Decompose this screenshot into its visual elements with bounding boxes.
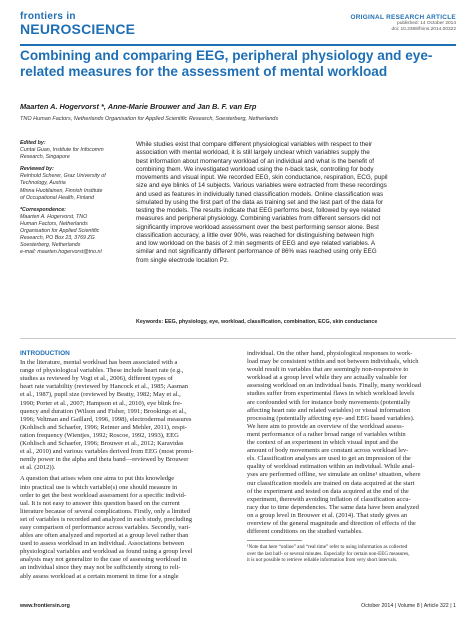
- body-line: ual. It is not easy to answer this question based on the current: [20, 499, 180, 507]
- abstract-line: association with mental workload, it is still largely unclear which variables supply the: [136, 149, 370, 157]
- body-line: of the experiment and tested on data acquired at the end of the: [247, 487, 409, 495]
- body-line: amount of body movements are constant across workload lev-: [247, 447, 409, 455]
- abstract-line: significantly improve workload assessment over the best performing sensor alone. Best: [136, 223, 379, 231]
- reviewed-by-label: Reviewed by:: [20, 166, 54, 173]
- journal-name-top: frontiers in: [20, 11, 76, 22]
- sidebar-line: Technology, Austria: [20, 180, 66, 187]
- body-line: ably assess workload at a certain moment in time for a single: [20, 572, 179, 580]
- journal-logo[interactable]: [20, 12, 135, 37]
- page-footer: [20, 603, 456, 613]
- edited-by-block: [20, 140, 118, 161]
- abstract-line: simulated by using the first part of the data as training set and the last part of the data for: [136, 198, 384, 206]
- abstract-line: similar and not significantly different performance of 86% was reached using only EEG: [136, 248, 377, 256]
- abstract-line: from single electrode location Pz.: [136, 256, 229, 264]
- body-line: an individual since they may not be sufficiently strong to reli-: [20, 564, 181, 572]
- citation-line: October 2014 | Volume 8 | Article 322 | 1: [361, 603, 456, 609]
- reviewed-by-block: [20, 166, 118, 201]
- body-line: els. Classification analyses are used to get an impression of the: [247, 455, 411, 463]
- article-type: ORIGINAL RESEARCH ARTICLE: [350, 14, 456, 21]
- page-header: [20, 12, 456, 42]
- doi[interactable]: doi: 10.3389/fnins.2014.00322: [391, 27, 456, 32]
- body-line: et al. (2012)).: [20, 464, 56, 472]
- body-line: (Kohlisch and Schaefer, 1996; Brouwer et al., 2012; Karavidas: [20, 440, 184, 448]
- body-line: ables are often analyzed and reported at a group level rather than: [20, 532, 189, 540]
- body-line: load may be consistent within and not between individuals, which: [247, 358, 419, 366]
- article-title: Combining and comparing EEG, peripheral physiology and eye-related measures for the assessment of mental workload: [20, 48, 433, 79]
- body-line: 1990; Porter et al., 2007; Hampson et al., 2010), eye blink fre-: [20, 399, 183, 407]
- sidebar-line: of Occupational Health, Finland: [20, 194, 94, 201]
- abstract-line: testing the models. The results indicate that EEG performs best, followed by eye related: [136, 207, 381, 214]
- abstract: [136, 141, 458, 265]
- body-line: processing (potentially affecting eye- and EEG based variables).: [247, 414, 415, 422]
- abstract-line: and low workload on the basis of 2 min segments of EEG and eye related variables. A: [136, 240, 376, 247]
- body-line: workload at a group level while they are actually valuable for: [247, 374, 407, 382]
- footnote-line: over the last half- or several minutes. Especially for certain non-EEG measures,: [247, 550, 410, 557]
- sidebar-line: Cuntai Guan, Institute for Infocomm: [20, 147, 104, 154]
- abstract-line: combining them. We investigated workload using the n-back task, controlling for body: [136, 165, 374, 173]
- abstract-line: measures and peripheral physiology. Combining variables from different sensors did not: [136, 215, 381, 223]
- body-line: order to get the best workload assessment for a specific individ-: [20, 491, 187, 499]
- body-line: affecting heart rate and related variables) or visual information: [247, 406, 411, 414]
- sidebar-line: Human Factors, Netherlands: [20, 220, 88, 227]
- journal-url[interactable]: www.frontiersin.org: [20, 603, 70, 609]
- sidebar-line: Soesterberg, Netherlands: [20, 242, 81, 249]
- published-date: published: 14 October 2014: [397, 21, 456, 26]
- footnote-line: it is not possible to retrieve reliable information from very short intervals.: [247, 557, 398, 564]
- sidebar-line: Organisation for Applied Scientific: [20, 228, 100, 235]
- sidebar-line: Research, PO Box 23, 3769 ZG: [20, 235, 95, 242]
- body-line: quency and duration (Wilson and Fisher, 1991; Brookings et al.,: [20, 407, 187, 415]
- email-link[interactable]: e-mail: maarten.hogervorst@tno.nl: [20, 249, 102, 256]
- body-line: different conditions on the studied variables.: [247, 528, 363, 536]
- body-line: 1996; Veltman and Gaillard, 1996, 1998), electrodermal measures: [20, 415, 192, 423]
- journal-name-bottom: NEUROSCIENCE: [20, 21, 136, 37]
- body-line: assessing workload on an individual basis. Finally, many workload: [247, 382, 421, 390]
- body-line: our classification models are trained on data acquired at the start: [247, 479, 415, 487]
- body-line: literature because of several complications. Firstly, only a limited: [20, 507, 190, 515]
- sidebar-line: Maarten A. Hogervorst, TNO: [20, 213, 88, 220]
- body-line: experiment, therewith avoiding inflation of classification accu-: [247, 495, 411, 503]
- body-line: In the literature, mental workload has been associated with a: [20, 359, 178, 367]
- abstract-line: While studies exist that compare different physiological variables with respect to their: [136, 141, 373, 148]
- edited-by-label: Edited by:: [20, 140, 46, 146]
- authors: Maarten A. Hogervorst *, Anne-Marie Brouwer and Jan B. F. van Erp: [20, 102, 257, 111]
- body-line: nently power in the alpha and theta band—reviewed by Brouwer: [20, 456, 189, 464]
- body-line: are confounded with for instance body movements (potentially: [247, 398, 411, 406]
- body-column-left: [20, 350, 230, 581]
- correspondence-block: [20, 207, 118, 257]
- body-line: range of physiological variables. These include heart rate (e.g.,: [20, 367, 184, 375]
- body-line: studies suffer from experimental flaws in which workload levels: [247, 390, 415, 398]
- sidebar-line: Minna Huotilainen, Finnish Institute: [20, 187, 103, 194]
- affiliation: TNO Human Factors, Netherlands Organisation for Applied Scientific Research, Soesterberg, Netherlands: [20, 116, 279, 122]
- abstract-line: size and eye blinks of 14 subjects. Various variables were extracted from these recordings: [136, 182, 387, 190]
- keywords: [136, 319, 458, 325]
- body-line: overview of the general magnitude and direction of effects of the: [247, 519, 416, 527]
- editorial-sidebar: [20, 140, 118, 261]
- body-line: (Kohlisch and Schaefer, 1996; Reimer and Mehler, 2011), respi-: [20, 423, 187, 431]
- body-line: A question that arises when one aims to put this knowledge: [20, 475, 175, 483]
- body-line: used to assess workload in an individual. Associations between: [20, 540, 185, 548]
- body-line: ment performance of a rather broad range of variables within: [247, 430, 406, 438]
- body-line: racy due to time dependencies. The same data have been analyzed: [247, 503, 419, 511]
- body-line: yses are performed offline, we simulate an online¹ situation, where: [247, 471, 421, 479]
- body-line: et al., 1987), pupil size (reviewed by Beatty, 1982; May et al.,: [20, 391, 181, 399]
- footnote: [247, 544, 457, 564]
- body-line: set of variables is recorded and analyzed in each study, precluding: [20, 515, 192, 523]
- section-heading-introduction: INTRODUCTION: [20, 350, 70, 357]
- body-line: easy comparison of performance across variables. Secondly, vari-: [20, 523, 191, 531]
- article-meta: [351, 14, 457, 33]
- body-line: analysis may not generalize to the case of assessing workload in: [20, 556, 187, 564]
- body-line: on a group level in Brouwer et al. (2014). That study gives an: [247, 511, 408, 519]
- section-divider: [20, 338, 456, 339]
- body-column-right: [247, 350, 457, 564]
- body-line: individual. On the other hand, physiological responses to work-: [247, 350, 413, 357]
- body-line: into practical use is which variable(s) one should measure in: [20, 483, 178, 491]
- body-line: We here aim to provide an overview of the workload assess-: [247, 422, 404, 430]
- footnote-rule: [247, 540, 302, 541]
- footnote-line: ¹Note that here “online” and “real time” refer to using information as collected: [247, 544, 408, 551]
- keywords-label: Keywords:: [136, 319, 164, 325]
- body-line: would result in variables that are seemingly non-responsive to: [247, 366, 409, 374]
- body-line: et al., 2010) and various variables derived from EEG (most promi-: [20, 448, 194, 456]
- correspondence-label: *Correspondence:: [20, 206, 66, 213]
- abstract-line: and used as features in individually tuned classification models. Online classification was: [136, 190, 384, 198]
- abstract-line: best information about momentary workload of an individual and what is the benefit of: [136, 157, 375, 165]
- keywords-text: EEG, physiology, eye, workload, classification, combination, ECG, skin conductance: [164, 319, 378, 325]
- body-line: physiological variables and workload as found using a group level: [20, 548, 193, 556]
- sidebar-line: Reinhold Scherer, Graz University of: [20, 173, 106, 180]
- sidebar-line: Research, Singapore: [20, 154, 70, 161]
- body-line: studies as reviewed by Vogt et al., 2006), different types of: [20, 375, 173, 383]
- title-rule: [20, 44, 456, 46]
- body-line: heart rate variability (reviewed by Hancock et al., 1985; Aasman: [20, 383, 189, 391]
- abstract-line: classification accuracy, a little over 90%, was reached for distinguishing between high: [136, 231, 374, 239]
- body-line: the context of an experiment in which visual input and the: [247, 439, 399, 447]
- abstract-line: movements and visual input. We recorded EEG, skin conductance, respiration, ECG, pupil: [136, 174, 388, 181]
- body-line: quality of workload estimation within an individual. While anal-: [247, 463, 415, 471]
- body-line: ration frequency (Wientjes, 1992; Roscoe, 1992, 1993), EEG: [20, 431, 179, 439]
